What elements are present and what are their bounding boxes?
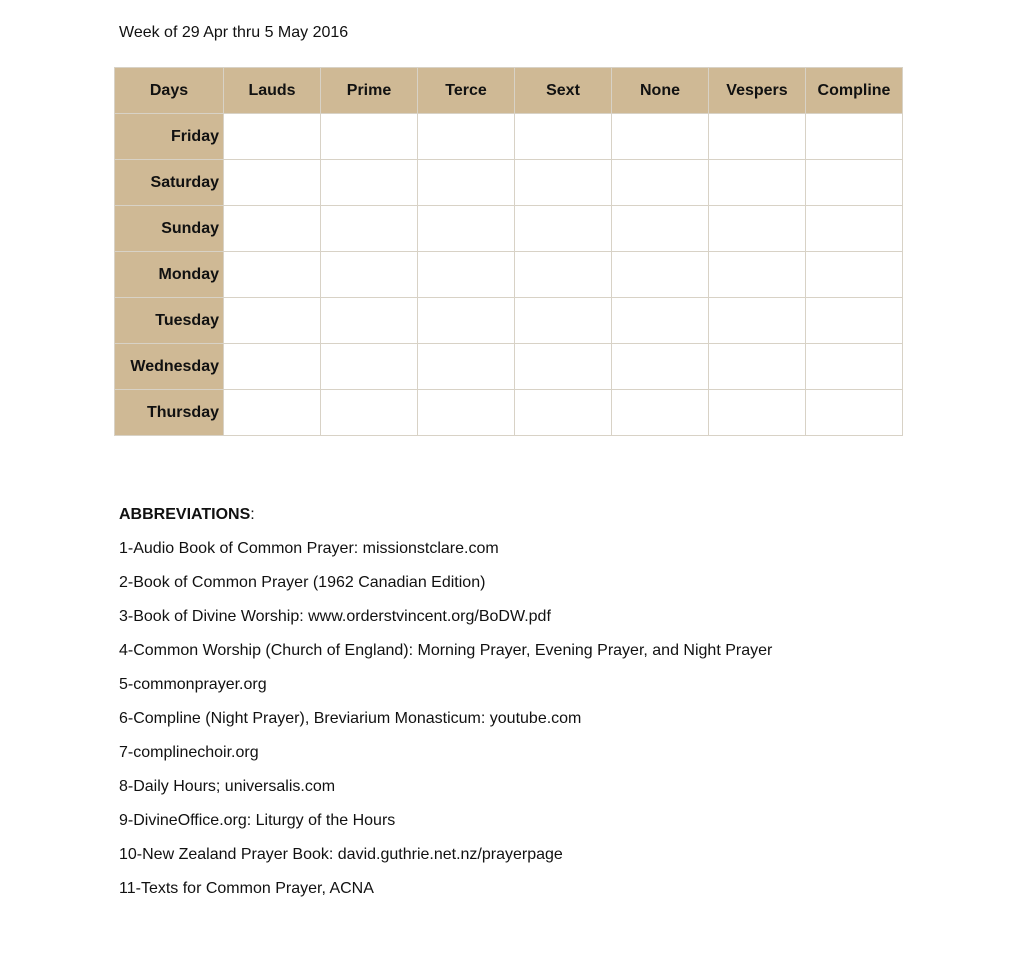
table-cell [418,160,515,206]
table-body [115,114,903,436]
page-heading: Week of 29 Apr thru 5 May 2016 [119,24,349,41]
table-cell [806,114,903,160]
table-cell [515,344,612,390]
table-cell [418,206,515,252]
table-cell [515,160,612,206]
list-item: 7-complinechoir.org [119,744,259,761]
table-cell [224,252,321,298]
table-row [115,206,903,252]
table-cell [709,344,806,390]
table-cell [224,390,321,436]
day-label-friday: Friday [115,114,224,160]
list-item: 6-Compline (Night Prayer), Breviarium Monasticum: youtube.com [119,710,582,727]
abbreviations-list [119,538,772,900]
day-label-wednesday: Wednesday [115,344,224,390]
table-row [115,344,903,390]
table-row [115,160,903,206]
list-item: 3-Book of Divine Worship: www.orderstvincent.org/BoDW.pdf [119,608,551,625]
table-cell [515,390,612,436]
list-item: 4-Common Worship (Church of England): Morning Prayer, Evening Prayer, and Night Prayer [119,642,773,659]
table-cell [224,344,321,390]
table-cell [612,206,709,252]
list-item: 10-New Zealand Prayer Book: david.guthrie.net.nz/prayerpage [119,846,563,863]
table-cell [709,252,806,298]
table-cell [418,298,515,344]
table-cell [806,160,903,206]
table-cell [418,390,515,436]
table-cell [321,298,418,344]
list-item: 8-Daily Hours; universalis.com [119,778,336,795]
table-cell [224,206,321,252]
column-header-compline: Compline [806,68,903,114]
table-cell [806,298,903,344]
table-cell [321,390,418,436]
table-cell [806,390,903,436]
table-cell [806,206,903,252]
table-cell [709,206,806,252]
list-item: 9-DivineOffice.org: Liturgy of the Hours [119,812,396,829]
table-cell [321,252,418,298]
table-cell [709,390,806,436]
table-cell [515,114,612,160]
column-header-prime: Prime [321,68,418,114]
abbreviations-section [119,504,772,912]
table-cell [418,252,515,298]
column-header-vespers: Vespers [709,68,806,114]
table-cell [612,390,709,436]
list-item: 11-Texts for Common Prayer, ACNA [119,880,374,897]
table-cell [612,252,709,298]
column-header-terce: Terce [418,68,515,114]
table-cell [321,160,418,206]
day-label-sunday: Sunday [115,206,224,252]
table-cell [612,114,709,160]
table-cell [515,298,612,344]
table-cell [612,160,709,206]
list-item: 5-commonprayer.org [119,676,267,693]
list-item: 1-Audio Book of Common Prayer: missionstclare.com [119,540,499,557]
table-row [115,390,903,436]
table-cell [709,114,806,160]
prayer-schedule-table [114,67,903,436]
table-cell [321,206,418,252]
column-header-lauds: Lauds [224,68,321,114]
abbreviations-colon: : [250,506,255,523]
day-label-thursday: Thursday [115,390,224,436]
table-cell [418,114,515,160]
table-cell [515,252,612,298]
column-header-none: None [612,68,709,114]
abbreviations-heading [119,504,772,526]
table-cell [321,344,418,390]
day-label-saturday: Saturday [115,160,224,206]
table-row [115,298,903,344]
table-cell [612,344,709,390]
column-header-sext: Sext [515,68,612,114]
table-cell [321,114,418,160]
table-cell [709,298,806,344]
table-cell [806,252,903,298]
table-cell [612,298,709,344]
header-row [115,68,903,114]
table-cell [224,114,321,160]
table-header [115,68,903,114]
table-row [115,252,903,298]
table-cell [806,344,903,390]
table-cell [709,160,806,206]
table-cell [224,160,321,206]
abbreviations-title: ABBREVIATIONS [119,506,251,523]
day-label-tuesday: Tuesday [115,298,224,344]
table-cell [224,298,321,344]
column-header-days: Days [115,68,224,114]
list-item: 2-Book of Common Prayer (1962 Canadian Edition) [119,574,486,591]
table-cell [418,344,515,390]
table-row [115,114,903,160]
table-cell [515,206,612,252]
day-label-monday: Monday [115,252,224,298]
